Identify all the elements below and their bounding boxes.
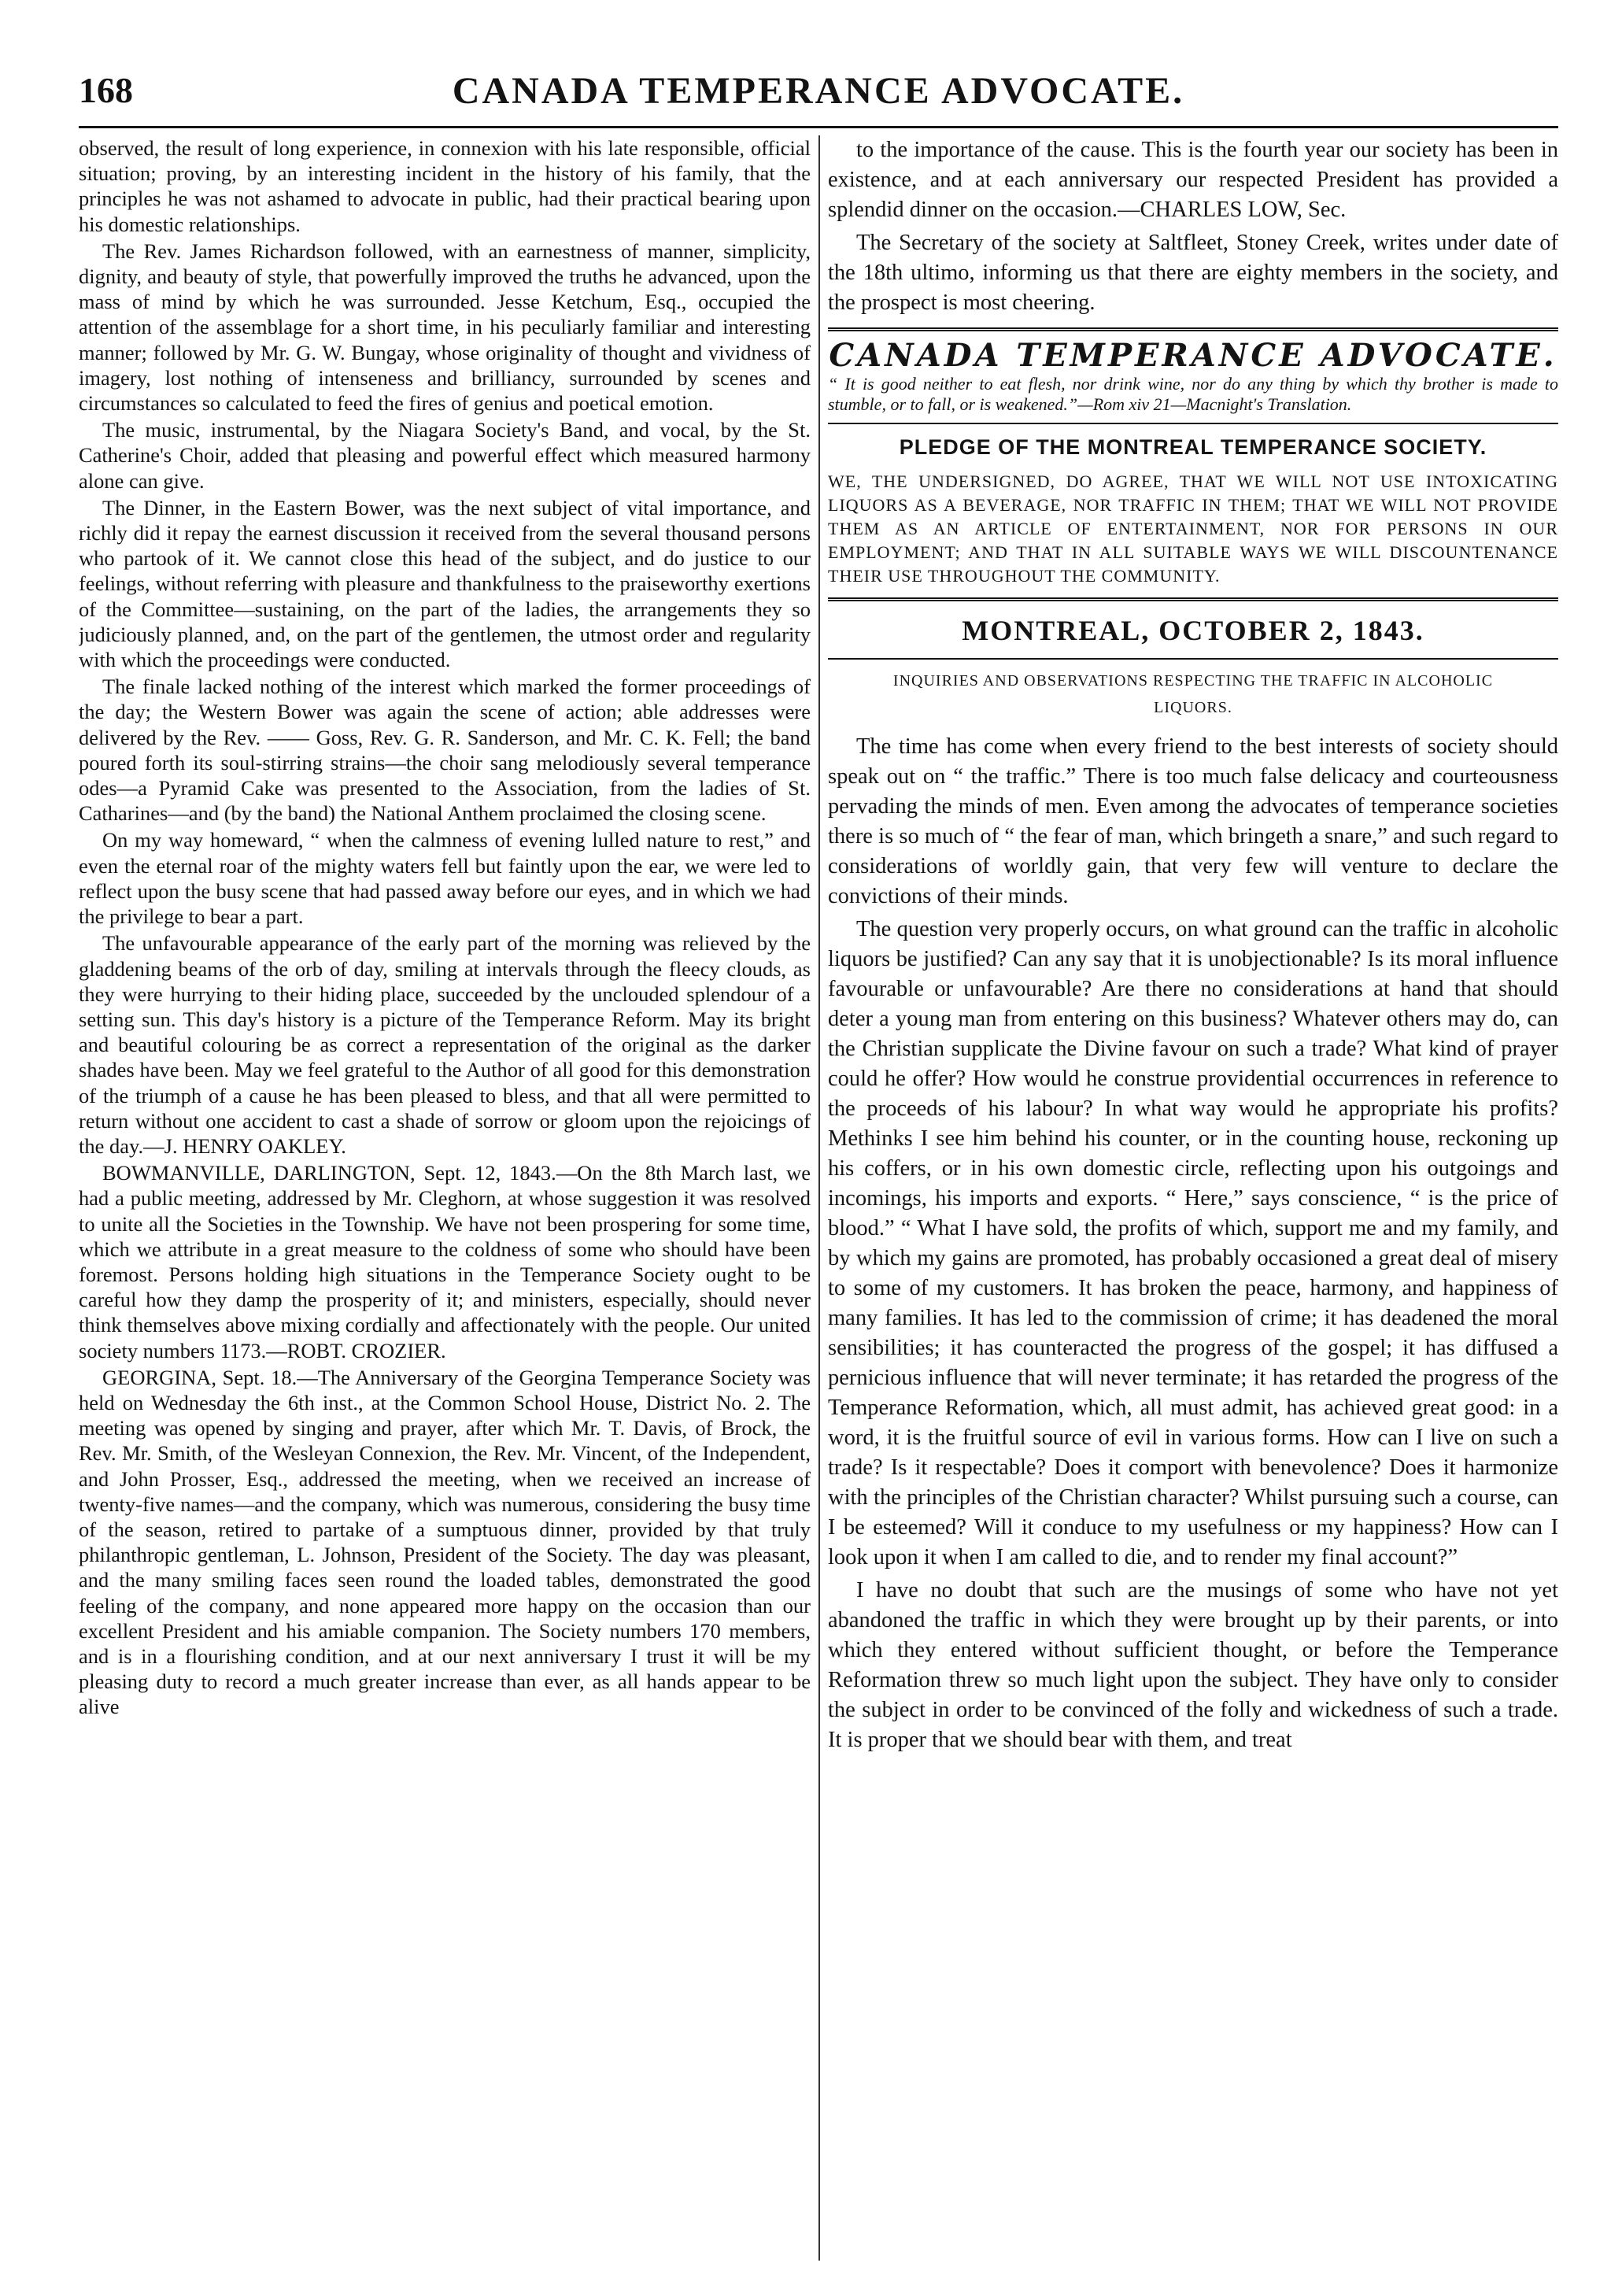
article-heading: INQUIRIES AND OBSERVATIONS RESPECTING THE TRAFFIC IN ALCOHOLIC LIQUORS. (892, 672, 1494, 716)
right-continuation-paragraph: to the importance of the cause. This is the fourth year our society has been in existence, and at each anniversary our respected President has provided a splendid dinner on the occasion.—CHARLES LOW, Sec. (828, 138, 1558, 222)
left-paragraph-4: The Dinner, in the Eastern Bower, was the next subject of vital importance, and richly did it repay the earnest discussion it received from the several thousand persons who partook of it. We cannot close this head of the subject, and do justice to our feelings, without referring with pleasure and thankfulness to the praiseworthy exertions of the Committee—sustaining, on the part of the ladies, the arrangements they so judiciously planned, and, on the part of the gentlemen, the utmost order and regularity with which the proceedings were conducted. (79, 495, 811, 672)
motto-rule (828, 423, 1558, 424)
left-paragraph-2: The Rev. James Richardson followed, with an earnestness of manner, simplicity, dignity, and beauty of style, that powerfully improved the truths he advanced, upon the mass of mind by which he was surrounded. Jesse Ketchum, Esq., occupied the attention of the assemblage for a short time, in his peculiarly familiar and interesting manner; followed by Mr. G. W. Bungay, whose originality of thought and vividness of imagery, lost nothing of intenseness and brilliancy, surrounded by scenes and circumstances so calculated to feed the fires of genius and poetical emotion. (79, 238, 811, 416)
left-paragraph-9: GEORGINA, Sept. 18.—The Anniversary of the Georgina Temperance Society was held on Wednesday the 6th inst., at the Common School House, District No. 2. The meeting was opened by singing and prayer, after which Mr. T. Davis, of Brock, the Rev. Mr. Smith, of the Wesleyan Connexion, the Rev. Mr. Vincent, of the Independent, and John Prosser, Esq., addressed the meeting, when we received an increase of twenty-five names—and the company, which was numerous, considering the busy time of the season, retired to partake of a sumptuous dinner, provided by that truly philanthropic gentleman, L. Johnson, President of the Society. The day was pleasant, and the many smiling faces seen round the loaded tables, demonstrated the good feeling of the company, and none appeared more happy on the occasion than our excellent President and his amiable companion. The Society numbers 170 members, and is in a flourishing condition, and at our next anniversary I trust it will be my pleasing duty to record a much greater increase than ever, as all hands appear to be alive (79, 1365, 811, 1719)
masthead-rule-top (828, 327, 1558, 331)
masthead-motto: “ It is good neither to eat flesh, nor drink wine, nor do any thing by which thy brother is made to stumble, or to fall, or is weakened.”—Rom xiv 21—Macnight's Translation. (828, 374, 1558, 414)
page-header (79, 69, 1558, 124)
header-rule (79, 126, 1558, 128)
left-paragraph-5: The finale lacked nothing of the interest which marked the former proceedings of the day; the Western Bower was again the scene of action; able addresses were delivered by the Rev. —— Goss, Rev. G. R. Sanderson, and Mr. C. K. Fell; the band poured forth its soul-stirring strains—the choir sang melodiously several temperance odes—a Pyramid Cake was presented to the Association, from the ladies of St. Catharines—and (by the band) the National Anthem proclaimed the closing scene. (79, 675, 811, 826)
article-paragraph-2: The question very properly occurs, on what ground can the traffic in alcoholic liquors be justified? Can any say that it is unobjectionable? Is its moral influence favourable or unfavourable? Are there no considerations at hand that should deter a young man from entering on this business? Whatever others may do, can the Christian supplicate the Divine favour on such a trade? What kind of prayer could he offer? How would he construe providential occurrences in reference to the proceeds of his labour? In what way would he appropriate his profits? Methinks I see him behind his counter, or in the counting house, reckoning up his coffers, or in his own domestic circle, reflecting upon his outgoings and incomings, his imports and exports. “ Here,” says conscience, “ is the price of blood.” “ What I have sold, the profits of which, support me and my family, and by which my gains are promoted, has probably occasioned a great deal of misery to some of my customers. It has broken the peace, harmony, and happiness of many families. It has led to the commission of crime; it has deadened the moral sensibilities; it has counteracted the progress of the gospel; it has diffused a pernicious influence that will never terminate; it has retarded the progress of the Temperance Reformation, which, all must admit, has achieved great good: in a word, it is the fruitful source of evil in various forms. How can I live on such a trade? Is it respectable? Does it comport with benevolence? Does it harmonize with the principles of the Christian character? Whilst pursuing such a course, can I be esteemed? Will it conduce to my usefulness or my happiness? How can I look upon it when I am called to die, and to render my final account?” (828, 917, 1558, 1569)
left-paragraph-8: BOWMANVILLE, DARLINGTON, Sept. 12, 1843.—On the 8th March last, we had a public meeting, addressed by Mr. Cleghorn, at whose suggestion it was resolved to unite all the Societies in the Township. We have not been prospering for some time, which we attribute in a great measure to the coldness of some who should have been foremost. Persons holding high situations in the Temperance Society ought to be careful how they damp the prosperity of it; and ministers, especially, should never think themselves above mixing cordially and affectionately with the people. Our united society numbers 1173.—ROBT. CROZIER. (79, 1161, 811, 1362)
page-number: 168 (79, 70, 133, 110)
pledge-heading: PLEDGE OF THE MONTREAL TEMPERANCE SOCIETY. (899, 435, 1487, 459)
left-paragraph-6: On my way homeward, “ when the calmness of evening lulled nature to rest,” and even the eternal roar of the mighty waters fell but faintly upon the ear, we were led to reflect upon the busy scene that had passed away before our eyes, and in which we had the privilege to bear a part. (79, 828, 811, 929)
column-divider (818, 135, 820, 2261)
left-paragraph-1: observed, the result of long experience, in connexion with his late responsible, official situation; proving, by an interesting incident in the history of his family, that the principles he was not ashamed to advocate in public, had their practical bearing upon his domestic relationships. (79, 136, 811, 236)
dateline: MONTREAL, OCTOBER 2, 1843. (962, 615, 1424, 646)
left-column (79, 135, 811, 2268)
saltfleet-paragraph: The Secretary of the society at Saltfleet, Stoney Creek, writes under date of the 18th ultimo, informing us that there are eighty members in the society, and the prospect is most cheering. (828, 231, 1558, 315)
article-paragraph-3: I have no doubt that such are the musings of some who have not yet abandoned the traffic in which they were brought up by their parents, or into which they entered without sufficient thought, or before the Temperance Reformation threw so much light upon the subject. They have only to consider the subject in order to be convinced of the folly and wickedness of such a trade. It is proper that we should bear with them, and treat (828, 1578, 1558, 1752)
right-column (828, 135, 1558, 2268)
pledge-text: WE, THE UNDERSIGNED, DO AGREE, THAT WE WILL NOT USE INTOXICATING LIQUORS AS A BEVERAGE, NOR TRAFFIC IN THEM; THAT WE WILL NOT PROVIDE THEM AS AN ARTICLE OF ENTERTAINMENT, NOR FOR PERSONS IN OUR EMPLOYMENT; AND THAT IN ALL SUITABLE WAYS WE WILL DISCOUNTENANCE THEIR USE THROUGHOUT THE COMMUNITY. (828, 471, 1558, 586)
left-paragraph-7: The unfavourable appearance of the early part of the morning was relieved by the gladdening beams of the orb of day, smiling at intervals through the fleecy clouds, as they were hurrying to their hiding place, succeeded by the unclouded splendour of a setting sun. This day's history is a picture of the Temperance Reform. May its bright and beautiful colouring be as correct a representation of the original as the darker shades have been. May we feel grateful to the Author of all good for this demonstration of the triumph of a cause he has been pleased to bless, and that all were permitted to return without one accident to cast a shade of sorrow or gloom upon the rejoicings of the day.—J. HENRY OAKLEY. (79, 931, 811, 1158)
pledge-rule (828, 597, 1558, 601)
article-paragraph-1: The time has come when every friend to the best interests of society should speak out on “ the traffic.” There is too much false delicacy and courteousness pervading the minds of men. Even among the advocates of temperance societies there is so much of “ the fear of man, which bringeth a snare,” and such regard to considerations of worldly gain, that very few will venture to declare the convictions of their minds. (828, 734, 1558, 908)
running-title: CANADA TEMPERANCE ADVOCATE. (452, 70, 1185, 112)
masthead-title: CANADA TEMPERANCE ADVOCATE. (829, 337, 1557, 374)
dateline-rule (828, 658, 1558, 660)
left-paragraph-3: The music, instrumental, by the Niagara Society's Band, and vocal, by the St. Catherine's Choir, added that pleasing and powerful effect which measured harmony alone can give. (79, 418, 811, 493)
